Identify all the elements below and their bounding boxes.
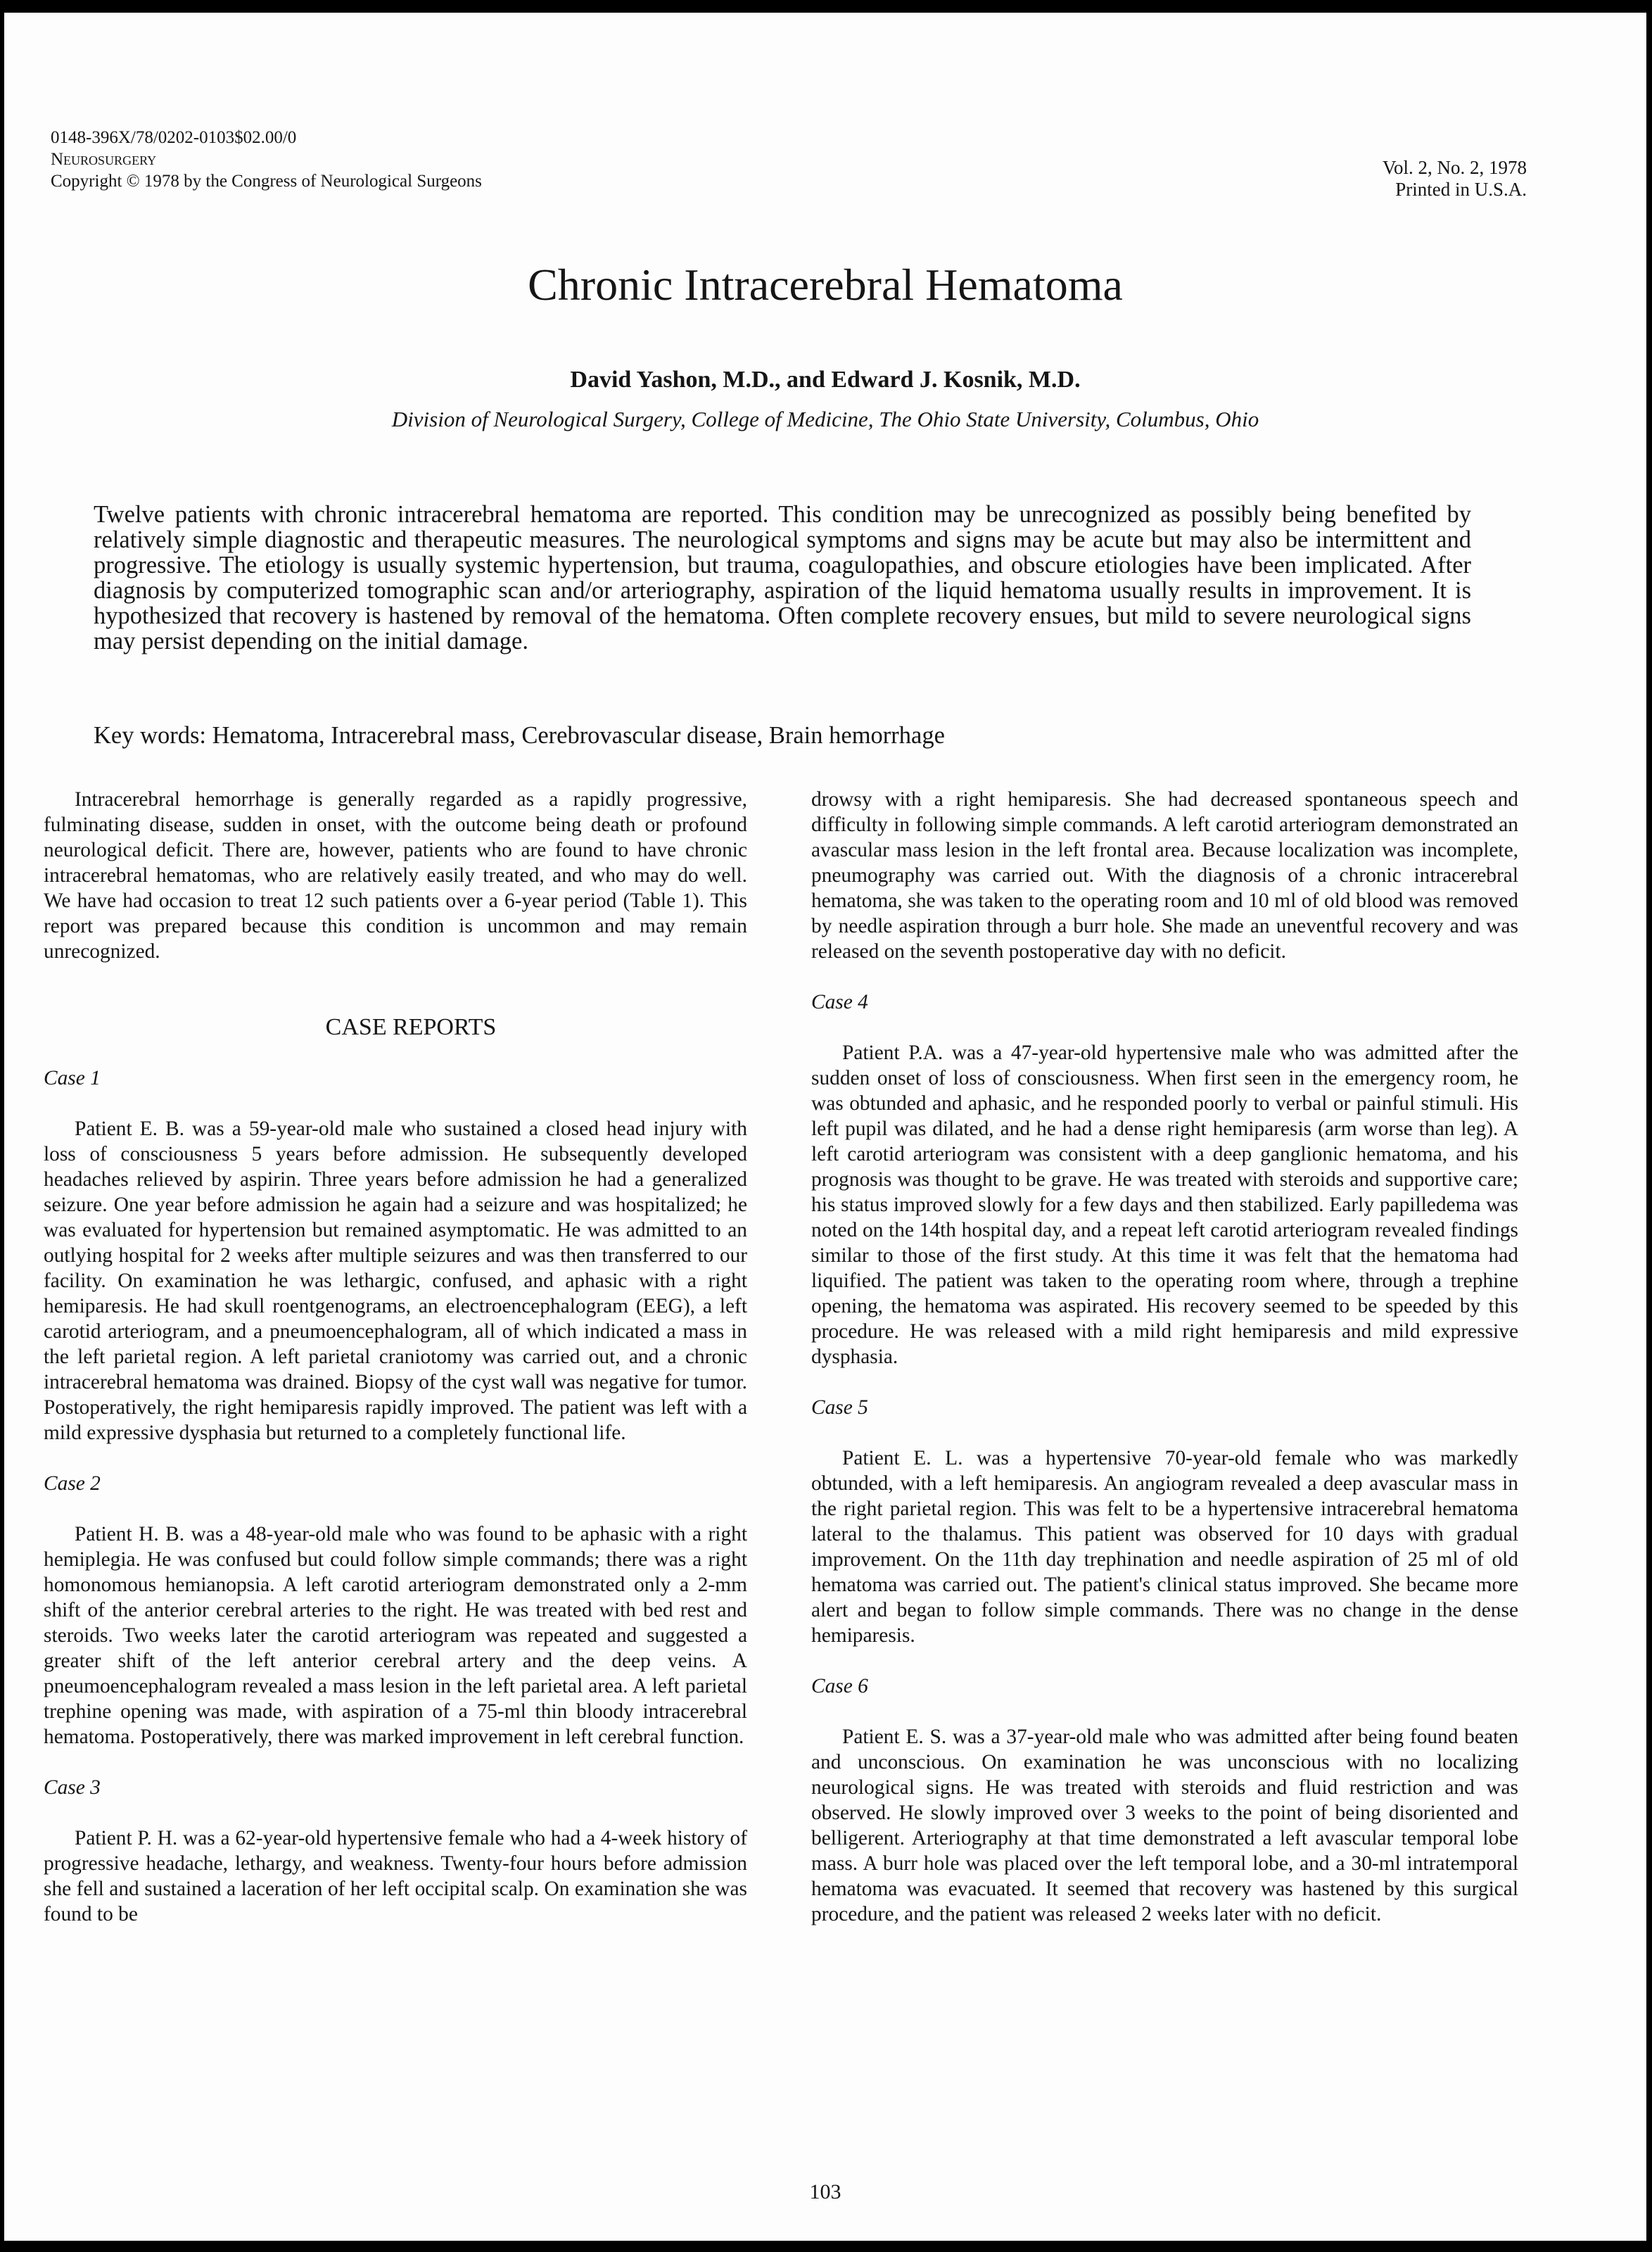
journal-page [4,13,1646,2241]
article-title: Chronic Intracerebral Hematoma [528,260,1123,310]
journal-header-right [1245,157,1527,201]
left-column [44,787,747,1927]
case-heading: Case 5 [811,1396,868,1419]
journal-name: Neurosurgery [51,150,157,169]
volume-info: Vol. 2, No. 2, 1978 [1382,157,1527,178]
case-heading: Case 6 [811,1675,868,1697]
case-heading: Case 2 [44,1472,101,1495]
page-number: 103 [809,2180,841,2203]
intro-paragraph: Intracerebral hemorrhage is generally regarded as a rapidly progressive, fulminating disease, sudden in onset, with the outcome being death or profound neurological deficit. There are, however, patients who are found to have chronic intracerebral hematomas, who are relatively easily treated, and who may do well. We have had occasion to treat 12 such patients over a 6-year period (Table 1). This report was prepared because this condition is uncommon and may remain unrecognized. [44,788,747,963]
case-paragraph-continued: drowsy with a right hemiparesis. She had decreased spontaneous speech and difficulty in following simple commands. A left carotid arteriogram demonstrated an avascular mass lesion in the left frontal area. Because localization was incomplete, pneumography was carried out. With the diagnosis of a chronic intracerebral hematoma, she was taken to the operating room and 10 ml of old blood was removed by needle aspiration through a burr hole. She made an uneventful recovery and was released on the seventh postoperative day with no deficit. [811,788,1518,963]
case-paragraph: Patient H. B. was a 48-year-old male who was found to be aphasic with a right hemiplegia. He was confused but could follow simple commands; there was a right homonomous hemianopsia. A left carotid arteriogram demonstrated only a 2-mm shift of the anterior cerebral arteries to the right. He was treated with bed rest and steroids. Two weeks later the carotid arteriogram was repeated and suggested a greater shift of the left anterior cerebral artery and the deep veins. A pneumoencephalogram revealed a mass lesion in the left parietal area. A left parietal trephine opening was made, with aspiration of a 75-ml thin bloody intracerebral hematoma. Postoperatively, there was marked improvement in left cerebral function. [44,1523,747,1748]
case-paragraph: Patient P.A. was a 47-year-old hypertensive male who was admitted after the sudden onset of loss of consciousness. When first seen in the emergency room, he was obtunded and aphasic, and he responded poorly to verbal or painful stimuli. His left pupil was dilated, and he had a dense right hemiparesis (arm worse than leg). A left carotid arteriogram was consistent with a deep ganglionic hematoma, and his prognosis was thought to be grave. He was treated with steroids and supportive care; his status improved slowly for a few days and then stabilized. Early papilledema was noted on the 14th hospital day, and a repeat left carotid arteriogram revealed findings similar to those of the first study. At this time it was felt that the hematoma had liquified. The patient was taken to the operating room where, through a trephine opening, the hematoma was aspirated. His recovery seemed to be speeded by this procedure. He was released with a mild right hemiparesis and mild expressive dysphasia. [811,1042,1518,1368]
case-heading: Case 3 [44,1776,101,1799]
case-paragraph: Patient P. H. was a 62-year-old hypertensive female who had a 4-week history of progressive headache, lethargy, and weakness. Twenty-four hours before admission she fell and sustained a laceration of her left occipital scalp. On examination she was found to be [44,1827,747,1925]
case-paragraph: Patient E. S. was a 37-year-old male who was admitted after being found beaten and unconscious. On examination he was unconscious with no localizing neurological signs. He was treated with steroids and fluid restriction and was observed. He slowly improved over 3 weeks to the point of being disoriented and belligerent. Arteriography at that time demonstrated a left avascular temporal lobe mass. A burr hole was placed over the left temporal lobe, and a 30-ml intratemporal hematoma was evacuated. It seemed that recovery was hastened by this surgical procedure, and the patient was released 2 weeks later with no deficit. [811,1726,1518,1925]
copyright-line: Copyright © 1978 by the Congress of Neurological Surgeons [51,172,482,191]
abstract: Twelve patients with chronic intracerebral hematoma are reported. This condition may be unrecognized as possibly being benefited by relatively simple diagnostic and therapeutic measures. The neurological symptoms and signs may be acute but may also be intermittent and progressive. The etiology is usually systemic hypertension, but trauma, coagulopathies, and obscure etiologies have been implicated. After diagnosis by computerized tomographic scan and/or arteriography, aspiration of the liquid hematoma usually results in improvement. It is hypothesized that recovery is hastened by removal of the hematoma. Often complete recovery ensues, but mild to severe neurological signs may persist depending on the initial damage. [94,501,1471,654]
section-heading: CASE REPORTS [325,1014,497,1040]
keywords: Key words: Hematoma, Intracerebral mass, Cerebrovascular disease, Brain hemorrhage [94,722,945,749]
author-affiliation: Division of Neurological Surgery, College of Medicine, The Ohio State University, Columbus, Ohio [391,407,1259,431]
case-paragraph: Patient E. B. was a 59-year-old male who sustained a closed head injury with loss of consciousness 5 years before admission. He subsequently developed headaches relieved by aspirin. Three years before admission he had a generalized seizure. One year before admission he again had a seizure and was hospitalized; he was evaluated for hypertension but remained asymptomatic. He was admitted to an outlying hospital for 2 weeks after multiple seizures and was then transferred to our facility. On examination he was lethargic, confused, and aphasic with a right hemiparesis. He had skull roentgenograms, an electroencephalogram (EEG), a left carotid arteriogram, and a pneumoencephalogram, all of which indicated a mass in the left parietal region. A left parietal craniotomy was carried out, and a chronic intracerebral hematoma was drained. Biopsy of the cyst wall was negative for tumor. Postoperatively, the right hemiparesis rapidly improved. The patient was left with a mild expressive dysphasia but returned to a completely functional life. [44,1118,747,1444]
right-column [811,787,1518,1927]
case-paragraph: Patient E. L. was a hypertensive 70-year-old female who was markedly obtunded, with a left hemiparesis. An angiogram revealed a deep avascular mass in the right parietal region. This was felt to be a hypertensive intracerebral hematoma lateral to the thalamus. This patient was observed for 10 days with gradual improvement. On the 11th day trephination and needle aspiration of 25 ml of old hematoma was carried out. The patient's clinical status improved. She became more alert and began to follow simple commands. There was no change in the dense hemiparesis. [811,1447,1518,1647]
printed-info: Printed in U.S.A. [1395,179,1527,200]
case-heading: Case 1 [44,1067,101,1089]
article-code: 0148-396X/78/0202-0103$02.00/0 [51,128,297,147]
case-heading: Case 4 [811,991,868,1013]
article-authors: David Yashon, M.D., and Edward J. Kosnik, M.D. [570,367,1081,393]
journal-header-left [51,127,684,192]
